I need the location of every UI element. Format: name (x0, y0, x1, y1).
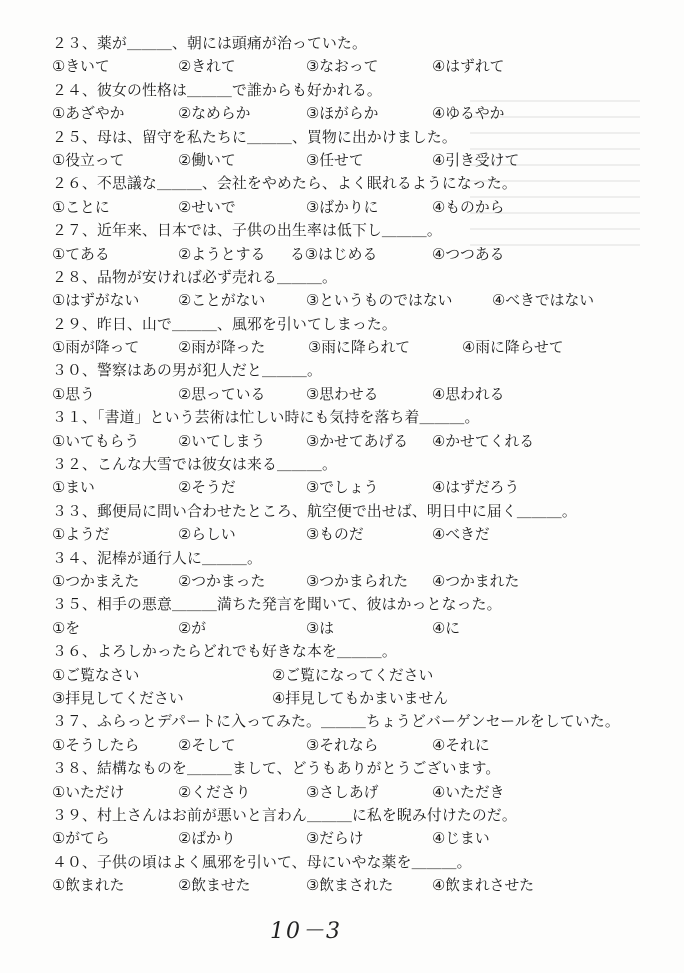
option-1: ①きいて (52, 58, 110, 76)
options-row (52, 243, 652, 266)
option-1: ①いてもらう (52, 432, 140, 450)
option-2: ②くださり (178, 783, 251, 801)
question-40 (52, 851, 652, 898)
option-2: ②思っている (178, 385, 266, 403)
option-3: ③でしょう (306, 479, 379, 497)
question-36 (52, 640, 652, 710)
options-row (52, 781, 652, 804)
option-2: ②そして (178, 736, 236, 754)
option-2: ②いてしまう (178, 432, 266, 450)
option-3: ③なおって (306, 58, 379, 76)
options-row (52, 827, 652, 850)
option-4: ④はずだろう (432, 479, 520, 497)
options-row (52, 149, 652, 172)
option-4: ④かせてくれる (432, 432, 535, 450)
option-2: ②が (178, 619, 207, 637)
option-1: ①いただけ (52, 783, 125, 801)
option-3: ③さしあげ (306, 783, 379, 801)
options-row (52, 336, 652, 359)
question-26 (52, 172, 652, 219)
option-1: ①ことに (52, 198, 110, 216)
question-text: ３２、こんな大雪では彼女は来る＿＿＿。 (52, 456, 337, 474)
question-text: ３７、ふらっとデパートに入ってみた。＿＿＿ちょうどバーゲンセールをしていた。 (52, 713, 620, 731)
question-38 (52, 757, 652, 804)
option-3: ③ものだ (306, 526, 364, 544)
question-text: ３６、よろしかったらどれでも好きな本を＿＿＿。 (52, 643, 397, 661)
option-4: ④ものから (432, 198, 505, 216)
option-1: ①がてら (52, 830, 110, 848)
question-34 (52, 547, 652, 594)
option-2: ②ばかり (178, 830, 236, 848)
option-3: ③思わせる (306, 385, 379, 403)
option-2: ②つかまった (178, 572, 266, 590)
option-4: ④べきだ (432, 526, 490, 544)
question-text: ３４、泥棒が通行人に＿＿＿。 (52, 549, 262, 567)
option-4: ④思われる (432, 385, 505, 403)
question-text: ４０、子供の頃はよく風邪を引いて、母にいやな薬を＿＿＿。 (52, 853, 472, 871)
option-3: ③は (306, 619, 335, 637)
option-4: ④それに (432, 736, 490, 754)
option-3: ③つかまられた (306, 572, 409, 590)
option-3: ③かせてあげる (306, 432, 409, 450)
option-3: ③ばかりに (306, 198, 379, 216)
question-text: ３３、郵便局に問い合わせたところ、航空便で出せば、明日中に届く＿＿＿。 (52, 502, 577, 520)
option-4: ④に (432, 619, 461, 637)
question-text: ３９、村上さんはお前が悪いと言わん＿＿＿に私を睨み付けたのだ。 (52, 806, 517, 824)
option-4: ④はずれて (432, 58, 505, 76)
option-2: ②飲ませた (178, 877, 251, 895)
option-2: ②ことがない (178, 292, 266, 310)
option-3: ③というものではない (306, 292, 453, 310)
question-text: ２８、品物が安ければ必ず売れる＿＿＿。 (52, 268, 337, 286)
option-1: ①ようだ (52, 526, 110, 544)
question-35 (52, 593, 652, 640)
options-row (52, 476, 652, 499)
option-1: ①役立って (52, 151, 125, 169)
option-2: ②ようとする (178, 245, 266, 263)
question-30 (52, 359, 652, 406)
option-2: ②きれて (178, 58, 236, 76)
question-27 (52, 219, 652, 266)
option-1: ①てある (52, 245, 110, 263)
option-2: ②なめらか (178, 105, 251, 123)
question-24 (52, 79, 652, 126)
option-4: ④飲まれさせた (432, 877, 535, 895)
options-row (52, 289, 652, 312)
option-3: ③任せて (306, 151, 364, 169)
question-text: ３８、結構なものを＿＿＿まして、どうもありがとうございます。 (52, 760, 501, 778)
question-text: ２５、母は、留守を私たちに＿＿＿、買物に出かけました。 (52, 128, 457, 146)
option-2: ②そうだ (178, 479, 236, 497)
question-37 (52, 710, 652, 757)
question-23 (52, 32, 652, 79)
options-row-2 (52, 687, 652, 710)
options-row (52, 430, 652, 453)
option-3: る③はじめる (290, 245, 378, 263)
option-4: ④引き受けて (432, 151, 520, 169)
options-row (52, 523, 652, 546)
options-row (52, 55, 652, 78)
option-3: ③飲まされた (306, 877, 394, 895)
option-3: ③ほがらか (306, 105, 379, 123)
options-row (52, 383, 652, 406)
question-39 (52, 804, 652, 851)
option-1: ①まい (52, 479, 95, 497)
question-text: ２３、薬が＿＿＿、朝には頭痛が治っていた。 (52, 35, 367, 52)
question-33 (52, 500, 652, 547)
option-2: ②ご覧になってください (272, 666, 434, 684)
option-4: ④いただき (432, 783, 505, 801)
option-1: ①あざやか (52, 105, 125, 123)
option-4: ④つつある (432, 245, 505, 263)
option-4: ④べきではない (492, 292, 595, 310)
option-1: ①そうしたら (52, 736, 140, 754)
question-text: ２９、昨日、山で＿＿＿、風邪を引いてしまった。 (52, 315, 397, 333)
option-1: ①はずがない (52, 292, 140, 310)
option-3: ③雨に降られて (308, 339, 411, 357)
options-row (52, 570, 652, 593)
options-row (52, 196, 652, 219)
option-4: ④ゆるやか (432, 105, 505, 123)
question-text: ２４、彼女の性格は＿＿＿で誰からも好かれる。 (52, 81, 382, 99)
question-text: ３０、警察はあの男が犯人だと＿＿＿。 (52, 362, 322, 380)
question-text: ３１、「書道」という芸術は忙しい時にも気持を落ち着＿＿＿。 (52, 409, 480, 427)
option-3: ③だらけ (306, 830, 364, 848)
options-row (52, 102, 652, 125)
option-1: ①つかまえた (52, 572, 140, 590)
question-text: ２６、不思議な＿＿＿、会社をやめたら、よく眠れるようになった。 (52, 175, 517, 193)
option-1: ①を (52, 619, 81, 637)
option-2: ②働いて (178, 151, 236, 169)
options-row (52, 734, 652, 757)
option-1: ①思う (52, 385, 95, 403)
option-3: ③拝見してください (52, 689, 184, 707)
question-text: ２７、近年来、日本では、子供の出生率は低下し＿＿＿。 (52, 222, 442, 240)
option-3: ③それなら (306, 736, 379, 754)
page-number: 10－3 (270, 919, 342, 944)
options-row (52, 874, 652, 897)
option-4: ④雨に降らせて (462, 339, 564, 357)
options-row (52, 617, 652, 640)
option-4: ④拝見してもかまいません (272, 689, 449, 707)
question-31 (52, 406, 652, 453)
option-1: ①ご覧なさい (52, 666, 140, 684)
option-2: ②らしい (178, 526, 236, 544)
options-row-1 (52, 664, 652, 687)
option-1: ①雨が降って (52, 339, 140, 357)
option-1: ①飲まれた (52, 877, 125, 895)
question-29 (52, 313, 652, 360)
option-4: ④つかまれた (432, 572, 520, 590)
question-28 (52, 266, 652, 313)
question-list (52, 32, 652, 897)
option-2: ②雨が降った (178, 339, 266, 357)
option-2: ②せいで (178, 198, 236, 216)
question-text: ３５、相手の悪意＿＿＿満ちた発言を聞いて、彼はかっとなった。 (52, 596, 502, 614)
question-32 (52, 453, 652, 500)
option-4: ④じまい (432, 830, 490, 848)
question-25 (52, 126, 652, 173)
